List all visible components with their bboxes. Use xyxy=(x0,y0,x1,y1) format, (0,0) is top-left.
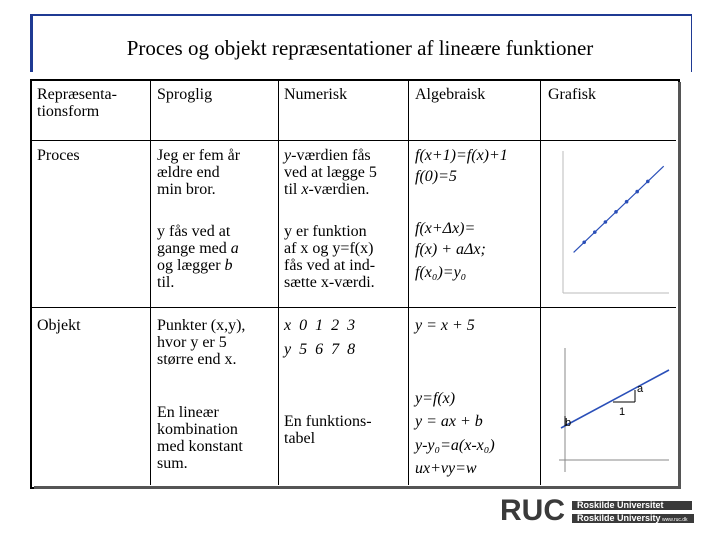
slide-title: Proces og objekt repræsentationer af lineære funktioner xyxy=(126,36,594,60)
objekt-numerisk-row-y: y 5 6 7 8 xyxy=(284,341,356,358)
header-form: Repræsenta- tionsform xyxy=(37,86,117,120)
objekt-algebraisk-2d: ux+vy=w xyxy=(415,460,477,477)
proces-algebraisk-2a: f(x+Δx)= xyxy=(415,220,476,237)
graph1-point xyxy=(646,180,650,184)
proces-sproglig-2: y fås ved at gange med a og lægger b til. xyxy=(157,223,239,291)
graph1-point xyxy=(635,190,639,194)
proces-sproglig-1: Jeg er fem år ældre end min bror. xyxy=(157,147,241,198)
proces-numerisk-2: y er funktion af x og y=f(x) fås ved at ind- sætte x-værdi. xyxy=(284,223,376,291)
objekt-numerisk-2: En funktions- tabel xyxy=(284,413,372,447)
objekt-sproglig-2: En lineær kombination med konstant sum. xyxy=(157,404,243,472)
ruc-logo-name-da: Roskilde Universitet xyxy=(577,500,664,510)
proces-numerisk-1: y-værdien fås ved at lægge 5 til x-værdien. xyxy=(284,147,377,198)
slope-label-a: a xyxy=(637,383,644,395)
proces-algebraisk-1b: f(0)=5 xyxy=(415,168,457,185)
graph1-line-layer xyxy=(574,166,664,252)
proces-algebraisk-1a: f(x+1)=f(x)+1 xyxy=(415,147,508,164)
graph1-point xyxy=(604,220,608,224)
ruc-logo-name-en: Roskilde University xyxy=(577,513,661,523)
objekt-algebraisk-1: y = x + 5 xyxy=(415,317,475,334)
column-divider xyxy=(278,81,279,485)
ruc-logo-text: RUC xyxy=(500,494,565,527)
table-shadow-bottom xyxy=(34,486,681,489)
header-grafisk: Grafisk xyxy=(548,86,596,103)
graph1-point xyxy=(625,200,629,204)
objekt-numerisk-row-x: x 0 1 2 3 xyxy=(284,317,356,334)
graph1-point xyxy=(593,230,597,234)
column-divider xyxy=(150,81,151,485)
graph2-line xyxy=(561,370,669,428)
line-scatter-graph xyxy=(545,143,673,305)
table-shadow-right xyxy=(678,82,681,488)
proces-algebraisk-2c: f(x₀)=y₀ xyxy=(415,264,467,281)
objekt-sproglig-1: Punkter (x,y), hvor y er 5 større end x. xyxy=(157,317,246,368)
graph1-point xyxy=(582,240,586,244)
ruc-logo xyxy=(500,494,700,534)
graph1-point xyxy=(614,210,618,214)
header-sproglig: Sproglig xyxy=(157,86,213,103)
row-label-proces: Proces xyxy=(37,147,80,164)
graph1-trend-line xyxy=(574,166,664,252)
header-numerisk: Numerisk xyxy=(284,86,348,103)
objekt-algebraisk-2a: y=f(x) xyxy=(415,390,456,407)
ruc-logo-url: www.ruc.dk xyxy=(662,517,688,523)
row-divider xyxy=(32,140,676,141)
intercept-label-b: b xyxy=(565,417,572,429)
proces-algebraisk-2b: f(x) + aΔx; xyxy=(415,241,486,258)
row-label-objekt: Objekt xyxy=(37,317,81,334)
row-divider xyxy=(32,307,676,308)
column-divider xyxy=(408,81,409,485)
slope-label-one: 1 xyxy=(619,406,626,418)
objekt-algebraisk-2c: y-y₀=a(x-x₀) xyxy=(415,437,495,454)
objekt-algebraisk-2b: y = ax + b xyxy=(415,413,483,430)
line-graph-slope xyxy=(545,340,673,480)
header-algebraisk: Algebraisk xyxy=(415,86,486,103)
column-divider xyxy=(540,81,541,485)
